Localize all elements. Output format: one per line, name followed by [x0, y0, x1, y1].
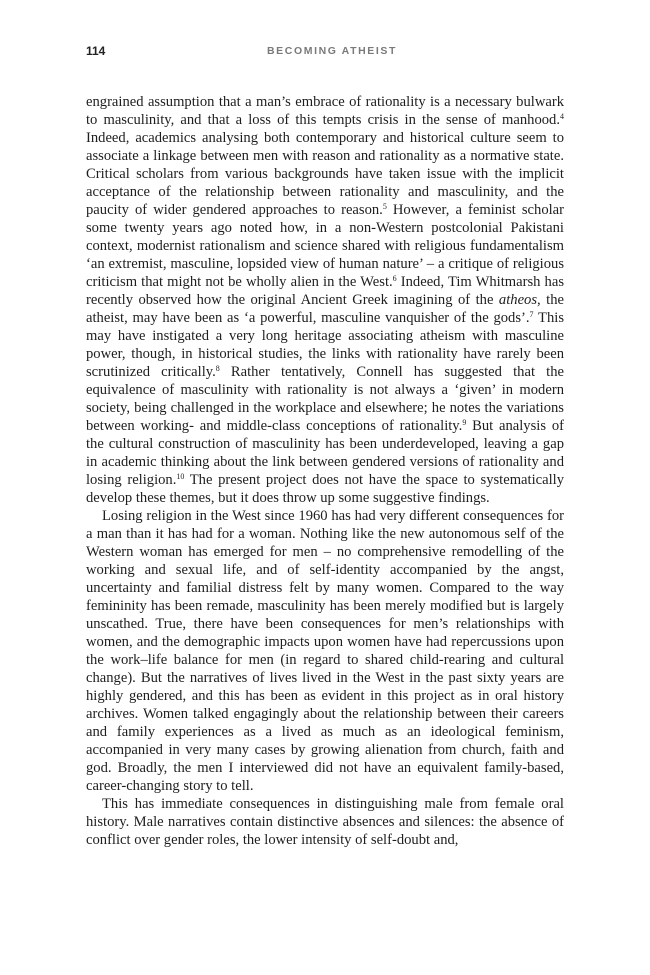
- footnote-marker: 8: [215, 364, 220, 373]
- text-run: Rather tentatively, Connell has suggested that the equivalence of masculinity with rationality is not always a ‘given’ in modern society, being challenged in the workplace and elsewhere; he notes the variations between working- and middle-class conceptions of rationality.: [86, 364, 564, 434]
- emphasis-text: atheos: [498, 292, 538, 308]
- footnote-marker: 10: [176, 472, 185, 481]
- footnote-marker: 9: [462, 418, 467, 427]
- paragraph-1: [86, 93, 564, 507]
- body-text: [86, 93, 564, 849]
- text-run: Losing religion in the West since 1960 has had very different consequences for a man than it has had for a woman. Nothing like the new autonomous self of the Western woman has emerged for men – no comprehensive remodelling of the working and sexual life, and of self-identity accompanied by the angst, uncertainty and familial distress felt by many women. Compared to the way femininity has been remade, masculinity has been merely modified but is largely unscathed. True, there have been consequences for men’s relationships with women, and the demographic impacts upon women have had repercussions upon the work–life balance for men (in regard to shared child-rearing and cultural change). But the narratives of lives lived in the West in the past sixty years are highly gendered, and this has been as evident in this project as in oral history archives. Women talked engagingly about the relationship between their careers and family experiences as a lived as much as an ideological feminism, accompanied in very many cases by growing alienation from church, faith and god. Broadly, the men I interviewed did not have an equivalent family-based, career-changing story to tell.: [86, 508, 564, 794]
- footnote-marker: 6: [392, 274, 397, 283]
- text-run: Indeed, academics analysing both contemporary and historical culture seem to associate a linkage between men with reason and rationality as a normative state. Critical scholars from various backgrounds have taken issue with the implicit acceptance of the relationship between rationality and masculinity, and the paucity of wider gendered approaches to reason.: [86, 130, 564, 218]
- text-run: , the atheist, may have been as ‘a powerful, masculine vanquisher of the gods’.: [86, 292, 564, 326]
- text-run: Indeed, Tim Whitmarsh has recently observed how the original Ancient Greek imagining of the: [86, 274, 565, 308]
- running-head: [86, 44, 564, 64]
- running-title: BECOMING ATHEIST: [266, 45, 397, 57]
- text-run: The present project does not have the space to systematically develop these themes, but it does throw up some suggestive findings.: [86, 472, 564, 506]
- footnote-marker: 7: [529, 310, 534, 319]
- paragraph-3: [86, 795, 564, 849]
- text-run: This may have instigated a very long heritage associating atheism with masculine power, though, in historical studies, the links with rationality have rarely been scrutinized critically.: [86, 310, 564, 380]
- text-run: But analysis of the cultural construction of masculinity has been underdeveloped, leaving a gap in academic thinking about the link between gendered versions of rationality and losing religion.: [86, 418, 564, 488]
- paragraph-2: [86, 507, 564, 795]
- footnote-marker: 4: [560, 112, 564, 121]
- text-run: This has immediate consequences in distinguishing male from female oral history. Male narratives contain distinctive absences and silences: the absence of conflict over gender roles, the lower intensity of self-doubt and,: [86, 796, 564, 848]
- footnote-marker: 5: [382, 202, 387, 211]
- text-run: However, a feminist scholar some twenty years ago noted how, in a non-Western postcolonial Pakistani context, modernist rationalism and science shared with religious fundamentalism ‘an extremist, masculine, lopsided view of human nature’ – a critique of religious criticism that might not be wholly alien in the West.: [86, 202, 565, 290]
- page-number: 114: [86, 44, 106, 58]
- text-run: engrained assumption that a man’s embrace of rationality is a necessary bulwark to masculinity, and that a loss of this tempts crisis in the sense of manhood.: [86, 94, 564, 128]
